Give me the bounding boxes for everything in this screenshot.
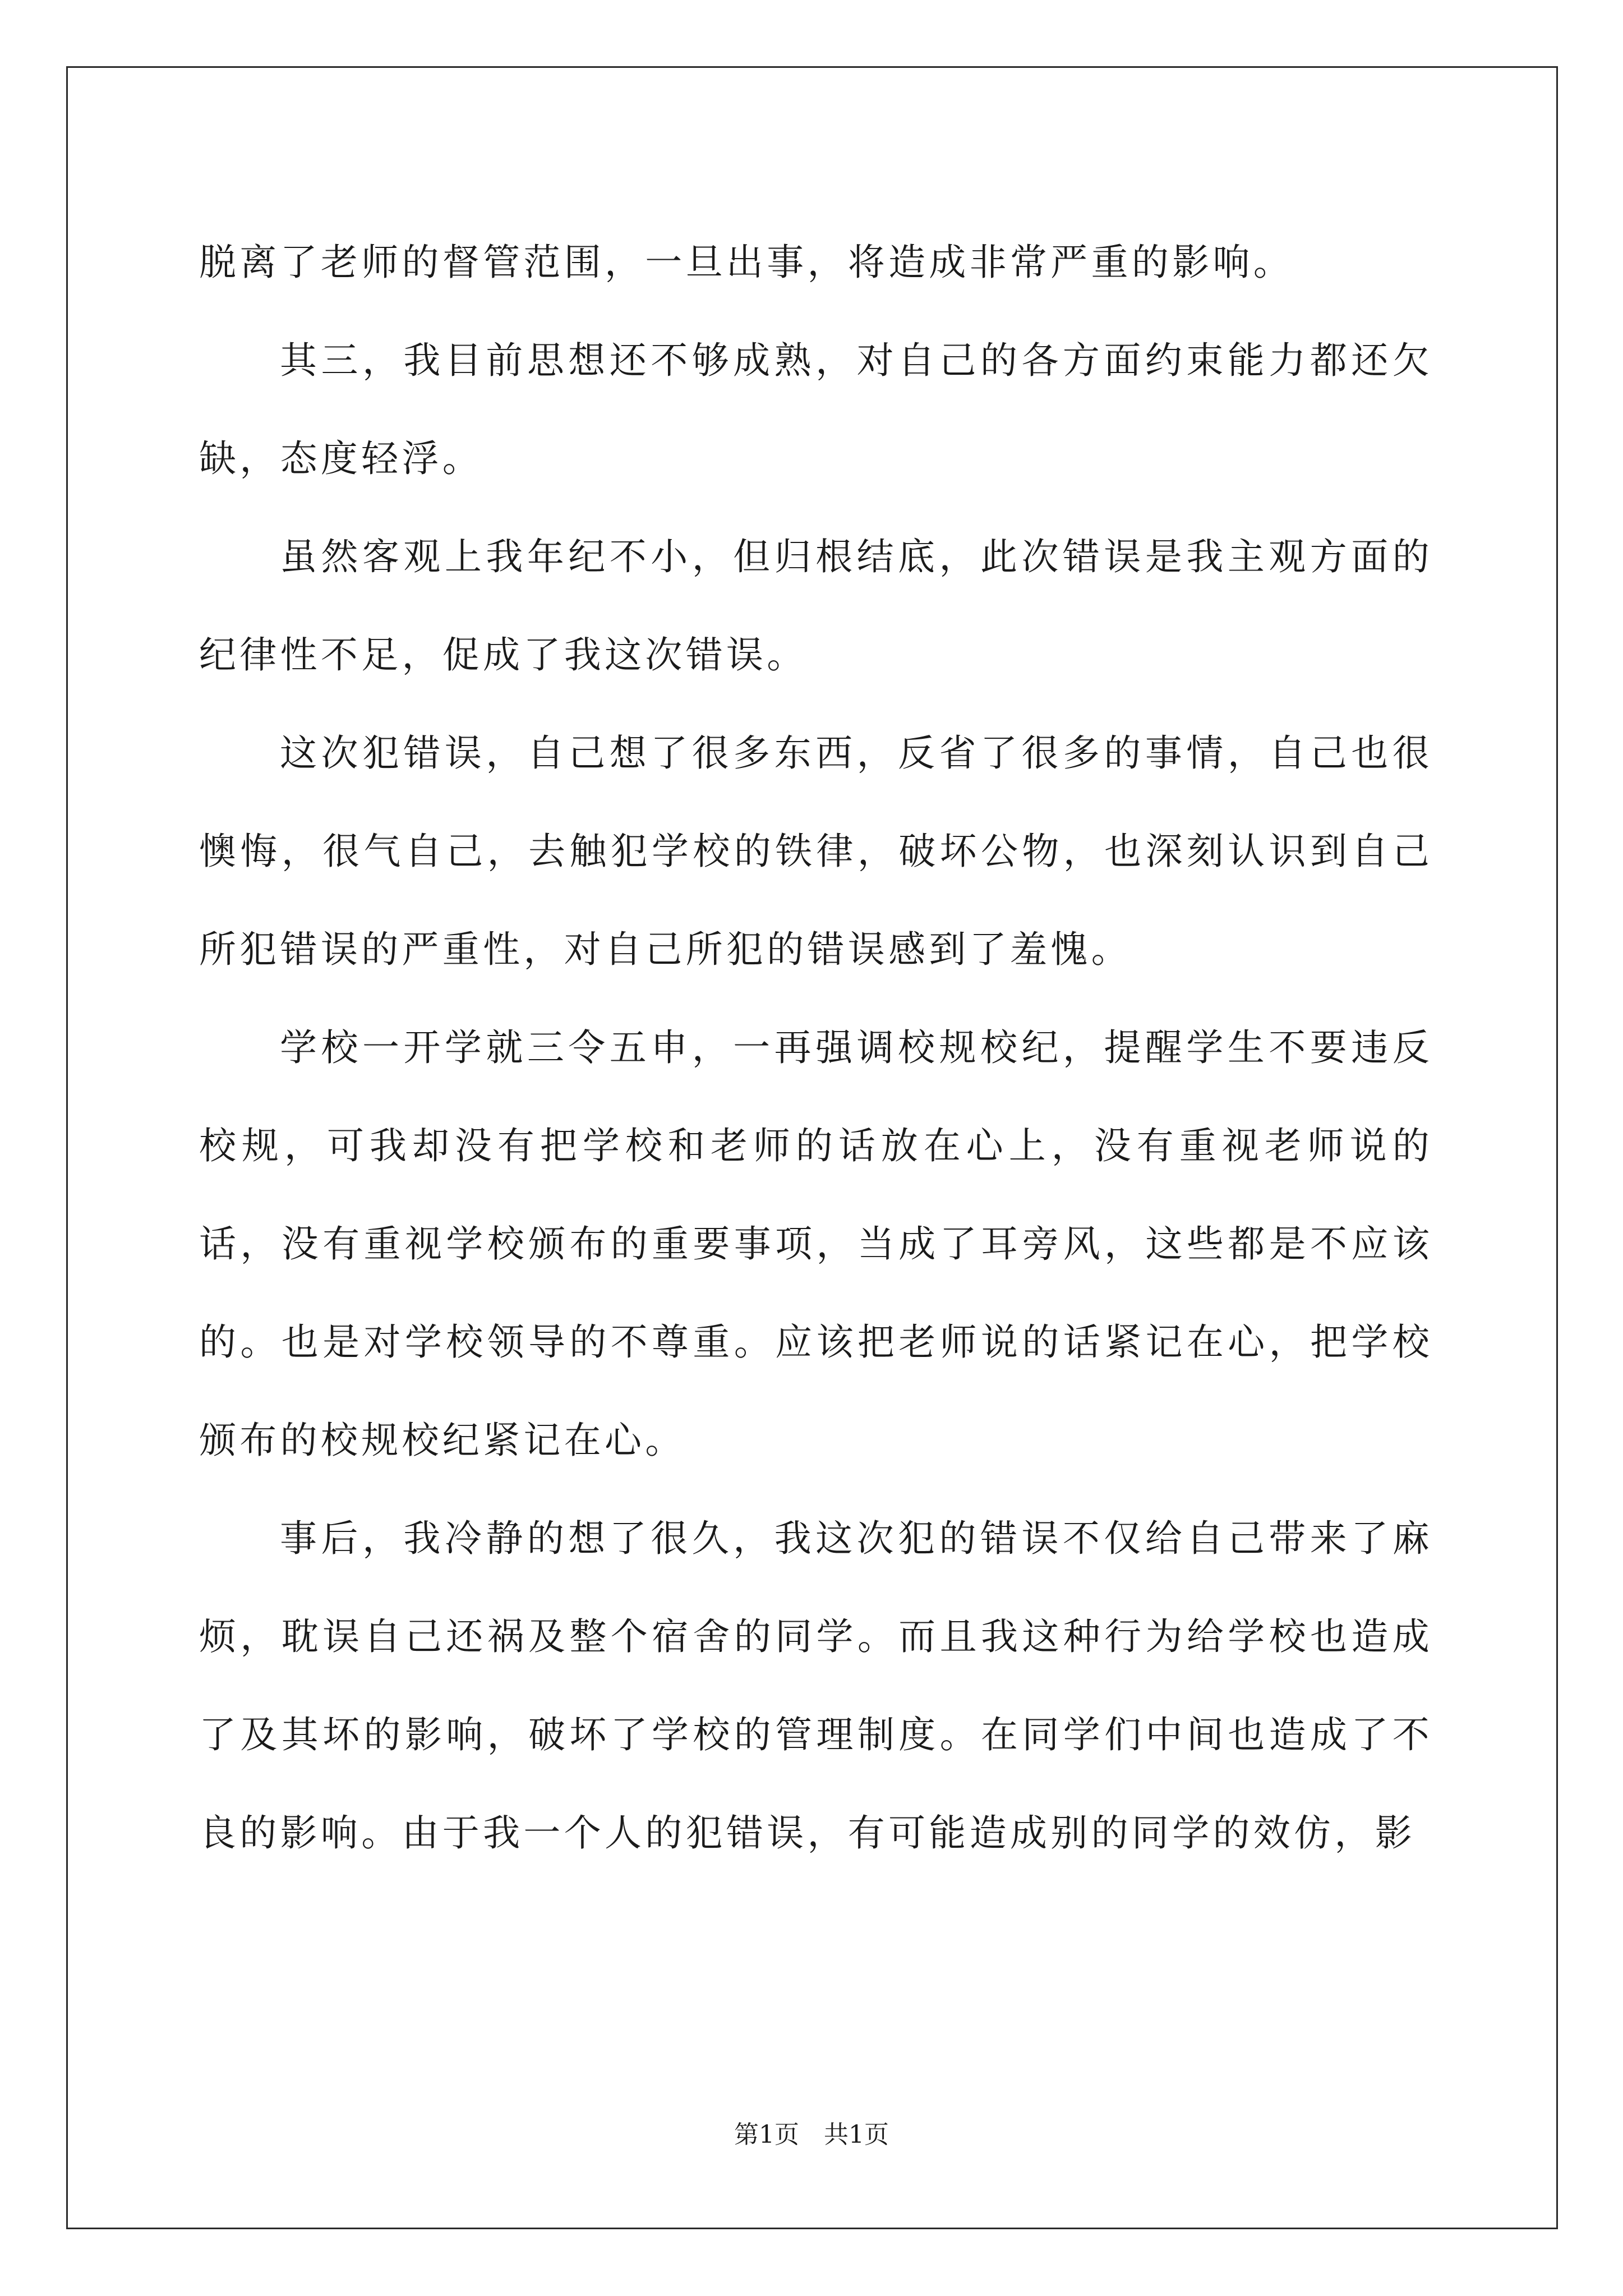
paragraph-2: 其三，我目前思想还不够成熟，对自己的各方面约束能力都还欠缺，态度轻浮。 <box>199 339 1433 480</box>
paragraph-4: 这次犯错误，自己想了很多东西，反省了很多的事情，自己也很懊悔，很气自己，去触犯学校的铁律，破坏公物，也深刻认识到自己所犯错误的严重性，对自己所犯的错误感到了羞愧。 <box>199 731 1433 971</box>
document-body <box>199 213 1433 1882</box>
page-number-footer: 第1页 共1页 <box>734 2120 889 2149</box>
paragraph-1: 脱离了老师的督管范围，一旦出事，将造成非常严重的影响。 <box>199 241 1294 284</box>
paragraph-6: 事后，我冷静的想了很久，我这次犯的错误不仅给自己带来了麻烦，耽误自己还祸及整个宿舍的同学。而且我这种行为给学校也造成了及其坏的影响，破坏了学校的管理制度。在同学们中间也造成了不良的影响。由于我一个人的犯错误，有可能造成别的同学的效仿，影 <box>199 1517 1433 1855</box>
paragraph-5: 学校一开学就三令五申，一再强调校规校纪，提醒学生不要违反校规，可我却没有把学校和老师的话放在心上，没有重视老师说的话，没有重视学校颁布的重要事项，当成了耳旁风，这些都是不应该的。也是对学校领导的不尊重。应该把老师说的话紧记在心，把学校颁布的校规校纪紧记在心。 <box>199 1026 1433 1462</box>
paragraph-3: 虽然客观上我年纪不小，但归根结底，此次错误是我主观方面的纪律性不足，促成了我这次错误。 <box>199 535 1433 677</box>
